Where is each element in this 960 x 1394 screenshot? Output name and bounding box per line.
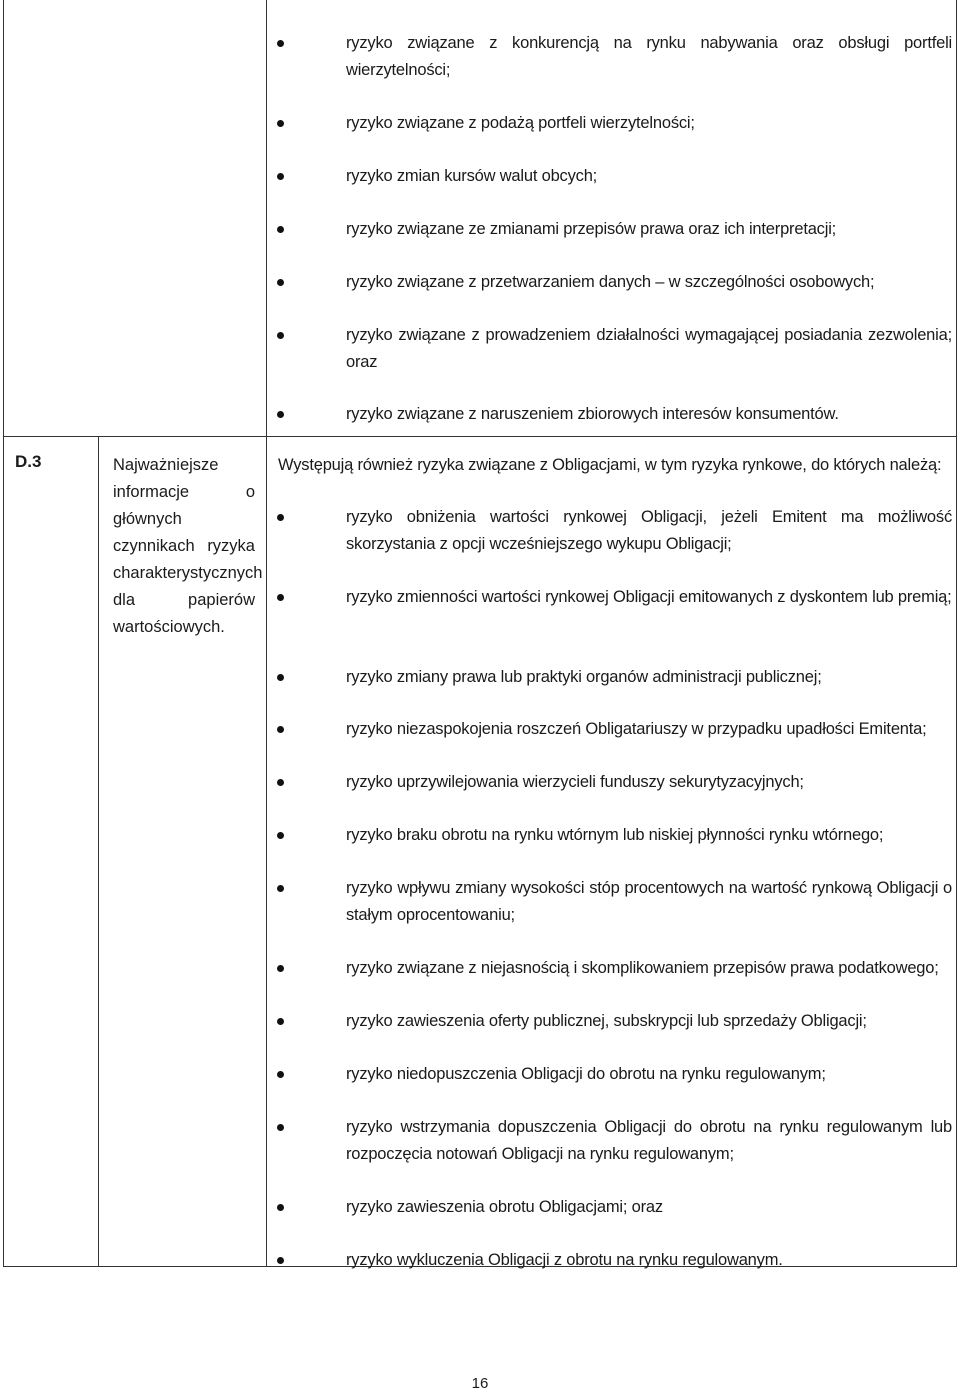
bullet-icon [277,779,284,786]
list-item: ryzyko związane z naruszeniem zbiorowych interesów konsumentów. [270,401,952,428]
bullet-icon [277,832,284,839]
bullet-icon [277,1257,284,1264]
bullet-icon [277,965,284,972]
list-item: ryzyko wstrzymania dopuszczenia Obligacji do obrotu na rynku regulowanym lub rozpoczęcia notowań Obligacji na rynku regulowanym; [270,1114,952,1168]
list-item: ryzyko związane z konkurencją na rynku nabywania oraz obsługi portfeli wierzytelności; [270,30,952,84]
bullet-icon [277,594,284,601]
list-item: ryzyko uprzywilejowania wierzycieli funduszy sekurytyzacyjnych; [270,769,952,796]
bullet-icon [277,226,284,233]
bullet-icon [277,674,284,681]
bullet-icon [277,1071,284,1078]
section-code: D.3 [15,452,42,471]
bullet-icon [277,332,284,339]
list-item: ryzyko wpływu zmiany wysokości stóp procentowych na wartość rynkową Obligacji o stałym oprocentowaniu; [270,875,952,929]
list-item: ryzyko braku obrotu na rynku wtórnym lub niskiej płynności rynku wtórnego; [270,822,952,849]
bullet-icon [277,1018,284,1025]
list-item: ryzyko związane z przetwarzaniem danych – w szczególności osobowych; [270,269,952,296]
list-item: ryzyko zmiany prawa lub praktyki organów administracji publicznej; [270,664,952,691]
bullet-icon [277,1204,284,1211]
list-item: ryzyko wykluczenia Obligacji z obrotu na rynku regulowanym. [270,1247,952,1274]
bullet-icon [277,726,284,733]
bullet-icon [277,279,284,286]
list-item: ryzyko związane z niejasnością i skomplikowaniem przepisów prawa podatkowego; [270,955,952,982]
list-item: ryzyko związane z prowadzeniem działalności wymagającej posiadania zezwolenia; oraz [270,322,952,376]
bullet-icon [277,173,284,180]
list-item: ryzyko niezaspokojenia roszczeń Obligatariuszy w przypadku upadłości Emitenta; [270,716,952,743]
list-item: ryzyko związane ze zmianami przepisów prawa oraz ich interpretacji; [270,216,952,243]
section-title: Najważniejsze informacje o głównych czynnikach ryzyka charakterystycznych dla papierów wartościowych. [113,456,263,636]
bullet-icon [277,514,284,521]
list-item: ryzyko zawieszenia oferty publicznej, subskrypcji lub sprzedaży Obligacji; [270,1008,952,1035]
bullet-icon [277,885,284,892]
bullet-icon [277,1124,284,1131]
list-item: ryzyko obniżenia wartości rynkowej Obligacji, jeżeli Emitent ma możliwość skorzystania z opcji wcześniejszego wykupu Obligacji; [270,504,952,558]
list-item: ryzyko niedopuszczenia Obligacji do obrotu na rynku regulowanym; [270,1061,952,1088]
column-divider [266,0,267,1266]
bullet-icon [277,411,284,418]
page-number: 16 [471,1375,489,1392]
list-item: ryzyko zmienności wartości rynkowej Obligacji emitowanych z dyskontem lub premią; [270,584,952,611]
bullet-icon [277,40,284,47]
list-item: ryzyko zawieszenia obrotu Obligacjami; oraz [270,1194,952,1221]
list-item: ryzyko związane z podażą portfeli wierzytelności; [270,110,952,137]
bullet-icon [277,120,284,127]
column-divider [98,436,99,1266]
list-item: ryzyko zmian kursów walut obcych; [270,163,952,190]
section-intro: Występują również ryzyka związane z Obligacjami, w tym ryzyka rynkowe, do których należą: [278,456,942,474]
